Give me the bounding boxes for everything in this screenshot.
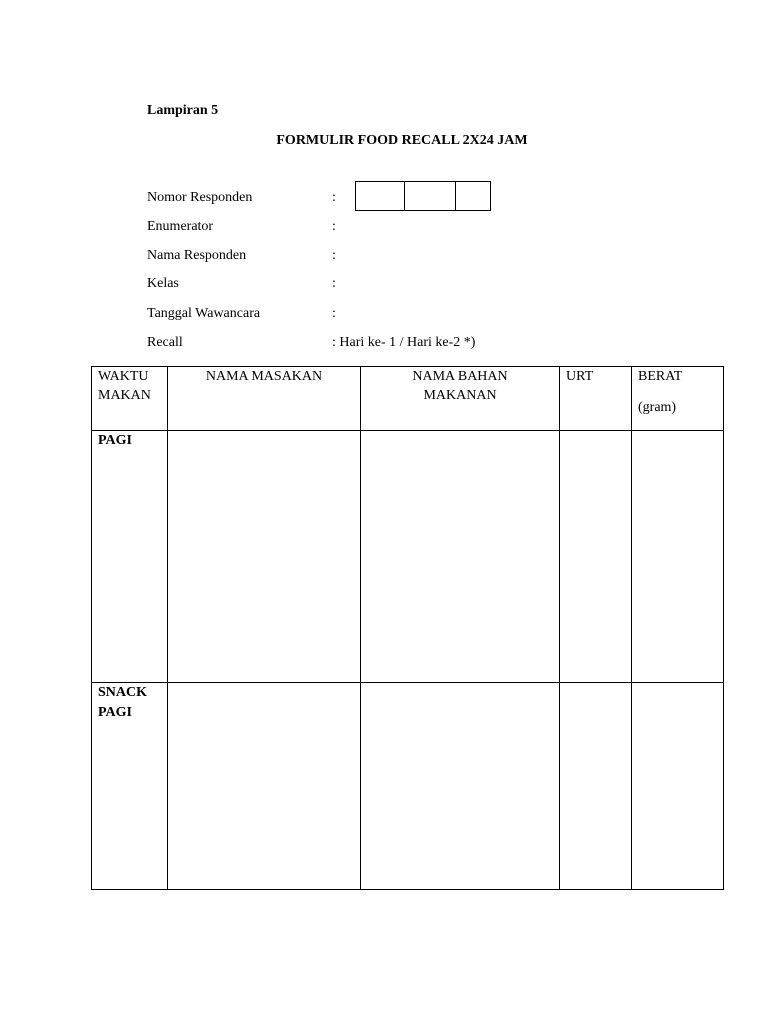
field-label-tanggal-wawancara: Tanggal Wawancara [147,306,261,321]
form-title: FORMULIR FOOD RECALL 2X24 JAM [276,133,528,148]
column-header-berat-line2: (gram) [638,400,677,415]
table-cell-bahan[interactable] [361,683,560,890]
table-cell-urt[interactable] [560,431,632,683]
field-value-tanggal-wawancara: : [332,306,336,321]
field-value-nama-responden: : [332,248,336,263]
row-label-cell [92,431,168,683]
field-label-nama-responden: Nama Responden [147,248,247,263]
column-header-urt [560,367,632,431]
respondent-number-box-3[interactable] [456,182,490,210]
row-label-snack-line1: SNACK [98,685,148,700]
respondent-number-boxes[interactable] [355,181,491,211]
column-header-masakan-label: NAMA MASAKAN [205,369,323,384]
field-value-kelas: : [332,276,336,291]
field-label-recall: Recall [147,335,183,350]
column-header-waktu-line1: WAKTU [98,369,149,384]
row-label-snack-line2: PAGI [98,705,132,720]
column-header-waktu-line2: MAKAN [98,388,151,403]
table-row [92,431,724,683]
table-row [92,683,724,890]
field-label-nomor-responden: Nomor Responden [147,190,253,205]
field-label-enumerator: Enumerator [147,219,214,234]
food-recall-table [91,366,724,890]
table-cell-masakan[interactable] [168,431,361,683]
respondent-number-box-2[interactable] [405,182,456,210]
table-cell-urt[interactable] [560,683,632,890]
appendix-label: Lampiran 5 [147,103,219,118]
table-cell-berat[interactable] [632,431,724,683]
column-header-berat-line1: BERAT [638,369,683,384]
column-header-urt-label: URT [566,369,594,384]
column-header-berat [632,367,724,431]
table-header-row [92,367,724,431]
column-header-waktu-makan [92,367,168,431]
column-header-bahan-line1: NAMA BAHAN [412,369,508,384]
field-value-recall: : Hari ke- 1 / Hari ke-2 *) [332,335,476,350]
row-label-pagi: PAGI [98,433,132,448]
field-value-nomor-responden: : [332,190,336,205]
column-header-bahan-line2: MAKANAN [423,388,497,403]
column-header-nama-masakan [168,367,361,431]
respondent-number-box-1[interactable] [356,182,405,210]
table-cell-berat[interactable] [632,683,724,890]
table-cell-masakan[interactable] [168,683,361,890]
field-value-enumerator: : [332,219,336,234]
field-label-kelas: Kelas [147,276,179,291]
row-label-cell [92,683,168,890]
column-header-nama-bahan-makanan [361,367,560,431]
table-cell-bahan[interactable] [361,431,560,683]
